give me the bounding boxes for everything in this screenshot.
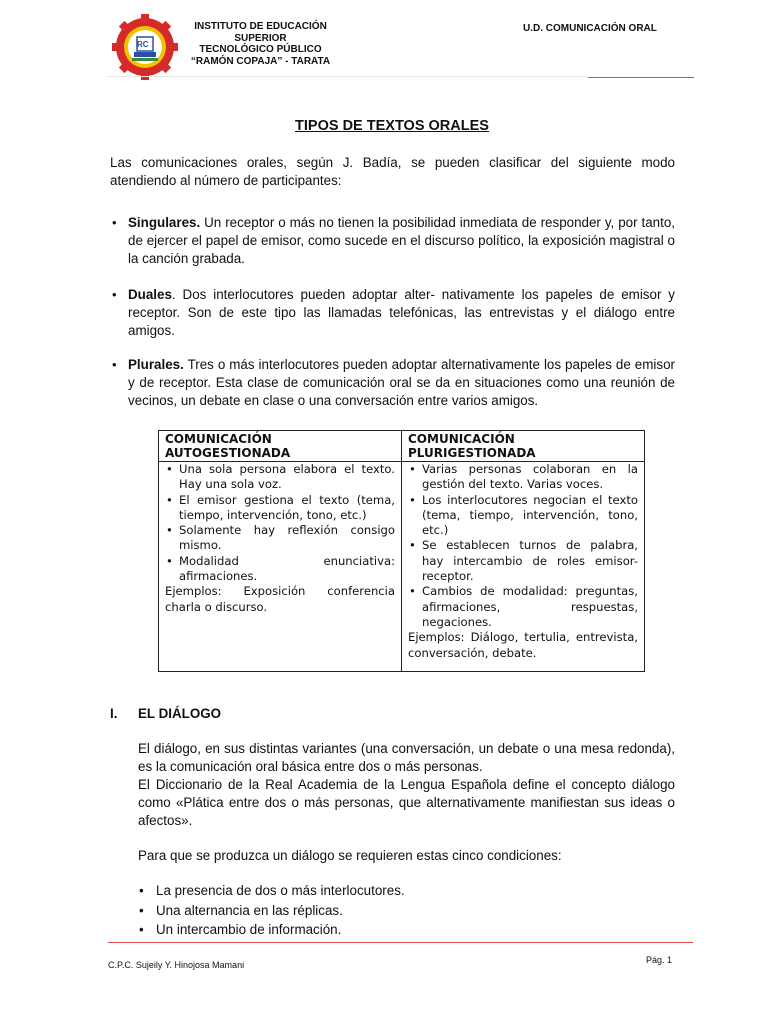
type-term: Plurales. — [128, 357, 184, 372]
list-item: • Modalidad enunciativa: afirmaciones. — [165, 554, 395, 585]
list-item: • Una sola persona elabora el texto. Hay una sola voz. — [165, 462, 395, 493]
section-number: I. — [110, 706, 118, 721]
list-item: • El emisor gestiona el texto (tema, tiempo, intervención, tono, etc.) — [165, 493, 395, 524]
section-title: EL DIÁLOGO — [138, 706, 222, 721]
type-duales — [128, 286, 675, 340]
type-description: . Dos interlocutores pueden adoptar alter- nativamente los papeles de emisor y receptor. Son de este tipo las llamadas telefónicas, las entrevistas y el diálogo entre amigos. — [128, 287, 675, 338]
header-line: COMUNICACIÓN — [408, 432, 515, 446]
table-header-autogestionada — [159, 431, 402, 462]
list-item: • Un intercambio de información. — [138, 920, 678, 940]
header-line: AUTOGESTIONADA — [165, 445, 291, 460]
type-term: Duales — [128, 287, 172, 302]
institution-line: “RAMÓN COPAJA” - TARATA — [190, 55, 331, 67]
table-cell-plurigestionada — [402, 462, 645, 672]
list-item: • Se establecen turnos de palabra, hay intercambio de roles emisor-receptor. — [408, 538, 638, 584]
type-term: Singulares. — [128, 215, 201, 230]
table-cell-autogestionada — [159, 462, 402, 672]
header-rule-accent — [588, 77, 694, 78]
page-title: TIPOS DE TEXTOS ORALES — [295, 118, 489, 134]
footer-rule — [108, 942, 693, 943]
page-number: Pág. 1 — [646, 955, 673, 965]
table-row — [159, 462, 645, 672]
header-line: PLURIGESTIONADA — [408, 445, 536, 460]
institution-line: INSTITUTO DE EDUCACIÓN — [194, 21, 327, 32]
list-item: • Solamente hay reflexión consigo mismo. — [165, 523, 395, 554]
institution-line: SUPERIOR — [234, 32, 287, 44]
dialogue-paragraph — [138, 740, 675, 830]
type-singulares — [128, 214, 675, 268]
type-plurales — [128, 356, 675, 410]
conditions-intro: Para que se produzca un diálogo se requieren estas cinco condiciones: — [138, 848, 562, 863]
institution-name — [188, 21, 333, 67]
type-description: Tres o más interlocutores pueden adoptar alternativamente los papeles de emisor y de receptor. Esta clase de comunicación oral se da en situaciones como una reunión de vecinos, un debate en clase o una conversación entre varios amigos. — [128, 357, 675, 408]
bullet-icon: • — [112, 287, 117, 302]
rae-definition: El Diccionario de la Real Academia de la Lengua Española define el concepto diálogo como «Plática entre dos o más personas, que alternativamente manifiestan sus ideas o afectos». — [138, 777, 675, 828]
bullet-icon: • — [112, 357, 117, 372]
intro-paragraph: Las comunicaciones orales, según J. Badía, se pueden clasificar del siguiente modo atendiendo al número de participantes: — [110, 155, 675, 188]
dialogue-definition: El diálogo, en sus distintas variantes (una conversación, un debate o una mesa redonda), es la comunicación oral básica entre dos o más personas. — [138, 741, 675, 774]
list-item: • La presencia de dos o más interlocutores. — [138, 881, 678, 901]
list-item: • Una alternancia en las réplicas. — [138, 901, 678, 921]
list-item: • Cambios de modalidad: preguntas, afirmaciones, respuestas, negaciones. — [408, 584, 638, 630]
type-description: Un receptor o más no tienen la posibilidad inmediata de responder y, por tanto, de ejercer el papel de emisor, como sucede en el discurso político, la exposición magistral o la canción grabada. — [128, 215, 675, 266]
table-header-row — [159, 431, 645, 462]
course-unit: U.D. COMUNICACIÓN ORAL — [523, 23, 657, 34]
logo-monogram: RC — [137, 40, 149, 49]
list-item: • Varias personas colaboran en la gestión del texto. Varias voces. — [408, 462, 638, 493]
table-header-plurigestionada — [402, 431, 645, 462]
institution-line: TECNOLÓGICO PÚBLICO — [199, 44, 322, 55]
conditions-list — [138, 881, 678, 940]
footer-author: C.P.C. Sujeily Y. Hinojosa Mamani — [108, 960, 245, 970]
examples-text: Ejemplos: Exposición conferencia charla o discurso. — [165, 584, 395, 614]
examples-text: Ejemplos: Diálogo, tertulia, entrevista, conversación, debate. — [408, 630, 638, 660]
list-item: • Los interlocutores negocian el texto (tema, tiempo, intervención, tono, etc.) — [408, 493, 638, 539]
header-line: COMUNICACIÓN — [165, 432, 272, 446]
communication-comparison-table — [158, 430, 645, 672]
bullet-icon: • — [112, 215, 117, 230]
header-rule — [108, 76, 588, 77]
